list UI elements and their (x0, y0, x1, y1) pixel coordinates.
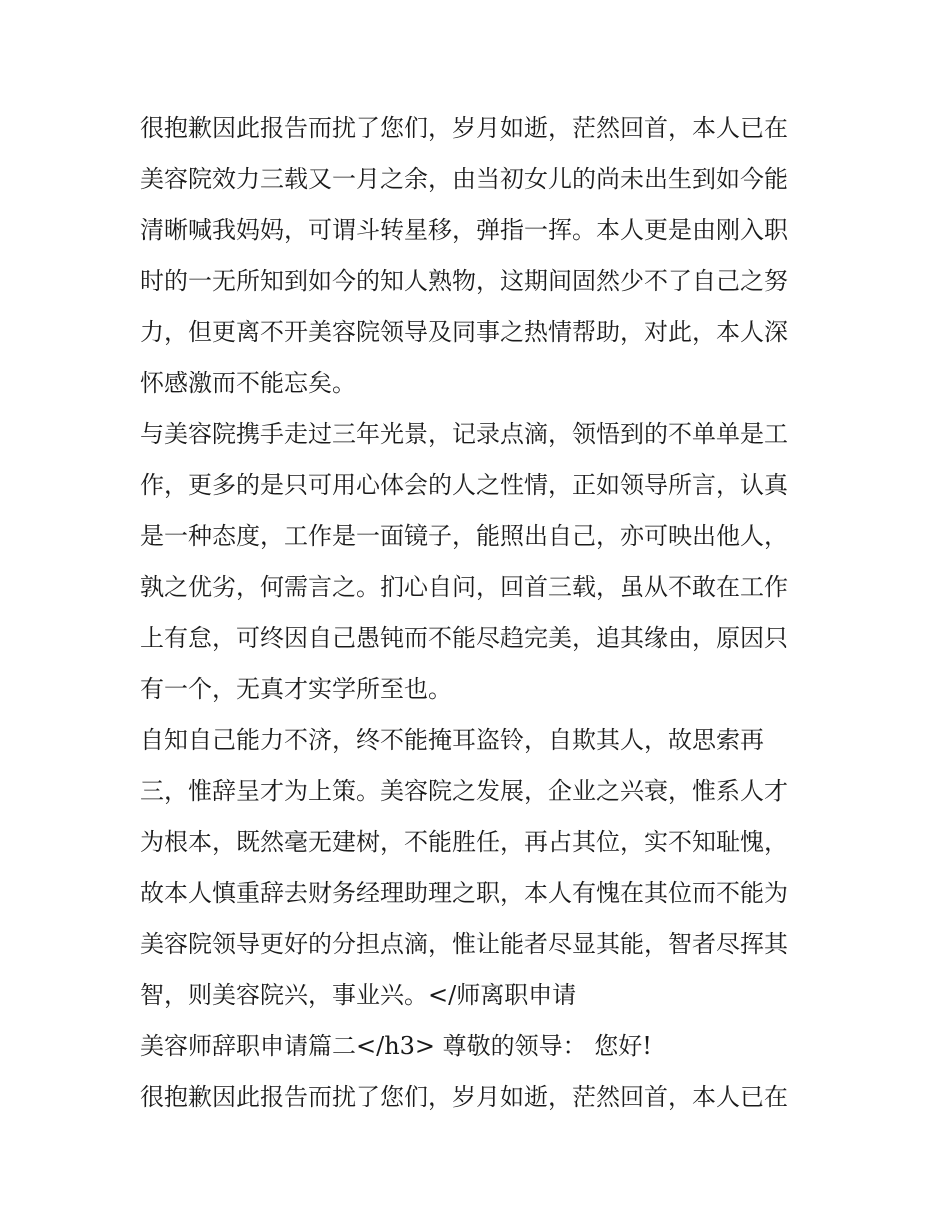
text-line-4: 时的一无所知到如今的知人熟物，这期间固然少不了自己之努 (140, 267, 788, 295)
text-line-19: 美容师辞职申请篇二</h3> 尊敬的领导： 您好! (140, 1032, 652, 1060)
text-line-1: 很抱歉因此报告而扰了您们，岁月如逝，茫然回首，本人已在 (140, 114, 788, 142)
text-line-12: 有一个，无真才实学所至也。 (140, 675, 452, 703)
text-line-10: 孰之优劣，何需言之。扪心自问，回首三载，虽从不敢在工作 (140, 573, 788, 601)
text-line-7: 与美容院携手走过三年光景，记录点滴，领悟到的不单单是工 (140, 420, 788, 448)
text-line-16: 故本人慎重辞去财务经理助理之职，本人有愧在其位而不能为 (140, 879, 788, 907)
text-line-11: 上有怠，可终因自己愚钝而不能尽趋完美，追其缘由，原因只 (140, 624, 788, 652)
text-line-2: 美容院效力三载又一月之余，由当初女儿的尚未出生到如今能 (140, 165, 788, 193)
text-line-5: 力，但更离不开美容院领导及同事之热情帮助，对此，本人深 (140, 318, 788, 346)
text-line-13: 自知自己能力不济，终不能掩耳盗铃，自欺其人，故思索再 (140, 726, 764, 754)
text-line-9: 是一种态度，工作是一面镜子，能照出自己，亦可映出他人， (140, 522, 788, 550)
text-line-3: 清晰喊我妈妈，可谓斗转星移，弹指一挥。本人更是由刚入职 (140, 216, 788, 244)
text-line-17: 美容院领导更好的分担点滴，惟让能者尽显其能，智者尽挥其 (140, 930, 788, 958)
text-line-8: 作，更多的是只可用心体会的人之性情，正如领导所言，认真 (140, 471, 788, 499)
text-line-14: 三，惟辞呈才为上策。美容院之发展，企业之兴衰，惟系人才 (140, 777, 788, 805)
text-line-6: 怀感激而不能忘矣。 (140, 369, 356, 397)
text-line-20: 很抱歉因此报告而扰了您们，岁月如逝，茫然回首，本人已在 (140, 1083, 788, 1111)
text-line-18: 智，则美容院兴，事业兴。</师离职申请 (140, 981, 577, 1009)
text-line-15: 为根本，既然毫无建树，不能胜任，再占其位，实不知耻愧， (140, 828, 788, 856)
document-body (140, 103, 812, 1123)
